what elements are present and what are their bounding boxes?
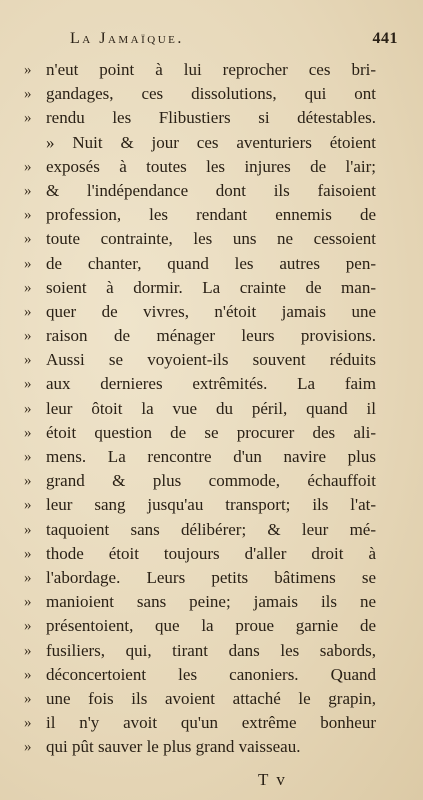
- running-title: La Jamaïque.: [70, 30, 184, 47]
- text-line: [24, 58, 376, 82]
- line-text: raison de ménager leurs provisions.: [46, 326, 376, 346]
- line-text: gandages, ces dissolutions, qui ont: [46, 84, 376, 104]
- text-line: [24, 469, 376, 493]
- text-line: [24, 397, 376, 421]
- guillemet-mark: »: [24, 618, 32, 635]
- line-text: exposés à toutes les injures de l'air;: [46, 156, 376, 176]
- text-line: [24, 203, 376, 227]
- guillemet-mark: »: [24, 110, 32, 127]
- line-text: de chanter, quand les autres pen-: [46, 253, 376, 273]
- guillemet-mark: »: [24, 690, 32, 707]
- guillemet-mark: »: [24, 231, 32, 248]
- guillemet-mark: »: [24, 255, 32, 272]
- text-line: [24, 82, 376, 106]
- text-line: [24, 421, 376, 445]
- line-text: une fois ils avoient attaché le grapin,: [46, 688, 376, 708]
- guillemet-mark: »: [24, 62, 32, 78]
- guillemet-mark: »: [24, 739, 32, 756]
- text-line: [24, 639, 376, 663]
- body-text: [24, 58, 376, 759]
- text-line: [24, 445, 376, 469]
- line-text: thode étoit toujours d'aller droit à: [46, 543, 376, 563]
- line-text: profession, les rendant ennemis de: [46, 205, 376, 225]
- guillemet-mark: »: [24, 594, 32, 611]
- text-line: [24, 590, 376, 614]
- guillemet-mark: »: [24, 86, 32, 103]
- line-text: soient à dormir. La crainte de man-: [46, 277, 376, 297]
- guillemet-mark: [24, 131, 46, 155]
- text-line: [24, 735, 376, 759]
- guillemet-mark: »: [24, 715, 32, 732]
- text-line: [24, 155, 376, 179]
- guillemet-mark: »: [24, 521, 32, 538]
- guillemet-mark: »: [24, 449, 32, 465]
- running-head: [70, 30, 398, 52]
- line-text: qui pût sauver le plus grand vaisseau.: [46, 737, 301, 757]
- text-line: [24, 614, 376, 638]
- text-line: [24, 227, 376, 251]
- line-text: il n'y avoit qu'un extrême bonheur: [46, 713, 376, 733]
- text-line: [24, 300, 376, 324]
- guillemet-mark: »: [24, 158, 32, 175]
- line-text: taquoient sans délibérer; & leur mé-: [46, 519, 376, 539]
- line-text: fusiliers, qui, tirant dans les sabords,: [46, 640, 376, 660]
- text-line: [24, 542, 376, 566]
- line-text: Aussi se voyoient-ils souvent réduits: [46, 350, 376, 370]
- line-text: leur sang jusqu'au transport; ils l'at-: [46, 495, 376, 515]
- guillemet-mark: »: [24, 497, 32, 514]
- guillemet-mark: »: [24, 328, 32, 345]
- line-text: aux dernieres extrêmités. La faim: [46, 374, 376, 394]
- guillemet-mark: »: [24, 303, 32, 320]
- text-line: [24, 372, 376, 396]
- line-text: n'eut point à lui reprocher ces bri-: [46, 60, 376, 79]
- guillemet-mark: »: [24, 376, 32, 393]
- text-line: [24, 179, 376, 203]
- line-text: l'abordage. Leurs petits bâtimens se: [46, 567, 376, 587]
- text-line: [24, 131, 376, 155]
- text-line: [24, 348, 376, 372]
- line-text: mens. La rencontre d'un navire plus: [46, 447, 376, 466]
- text-line: [24, 493, 376, 517]
- text-line: [24, 663, 376, 687]
- guillemet-mark: »: [24, 400, 32, 417]
- line-text: toute contrainte, les uns ne cessoient: [46, 229, 376, 249]
- line-text: & l'indépendance dont ils faisoient: [46, 180, 376, 200]
- line-text: étoit question de se procurer des ali-: [46, 422, 376, 442]
- guillemet-mark: »: [24, 666, 32, 683]
- guillemet-mark: »: [24, 182, 32, 199]
- line-text: manioient sans peine; jamais ils ne: [46, 592, 376, 612]
- text-line: [24, 276, 376, 300]
- line-text: quer de vivres, n'étoit jamais une: [46, 301, 376, 321]
- guillemet-mark: »: [24, 545, 32, 562]
- text-line: [24, 252, 376, 276]
- line-text: rendu les Flibustiers si détestables.: [46, 108, 376, 128]
- guillemet-mark: »: [24, 424, 32, 441]
- text-line: [24, 687, 376, 711]
- page-number: 441: [372, 30, 398, 47]
- text-line: [24, 324, 376, 348]
- line-text: » Nuit & jour ces aventuriers étoient: [46, 132, 376, 152]
- guillemet-mark: »: [24, 642, 32, 659]
- guillemet-mark: »: [24, 473, 32, 490]
- text-line: [24, 518, 376, 542]
- line-text: grand & plus commode, échauffoit: [46, 471, 376, 491]
- line-text: leur ôtoit la vue du péril, quand il: [46, 398, 376, 418]
- guillemet-mark: »: [24, 279, 32, 296]
- guillemet-mark: »: [24, 207, 32, 224]
- text-line: [24, 711, 376, 735]
- guillemet-mark: »: [24, 352, 32, 369]
- text-line: [24, 106, 376, 130]
- signature-mark: T v: [258, 770, 287, 789]
- guillemet-mark: »: [24, 569, 32, 586]
- line-text: présentoient, que la proue garnie de: [46, 616, 376, 636]
- line-text: déconcertoient les canoniers. Quand: [46, 664, 376, 684]
- text-line: [24, 566, 376, 590]
